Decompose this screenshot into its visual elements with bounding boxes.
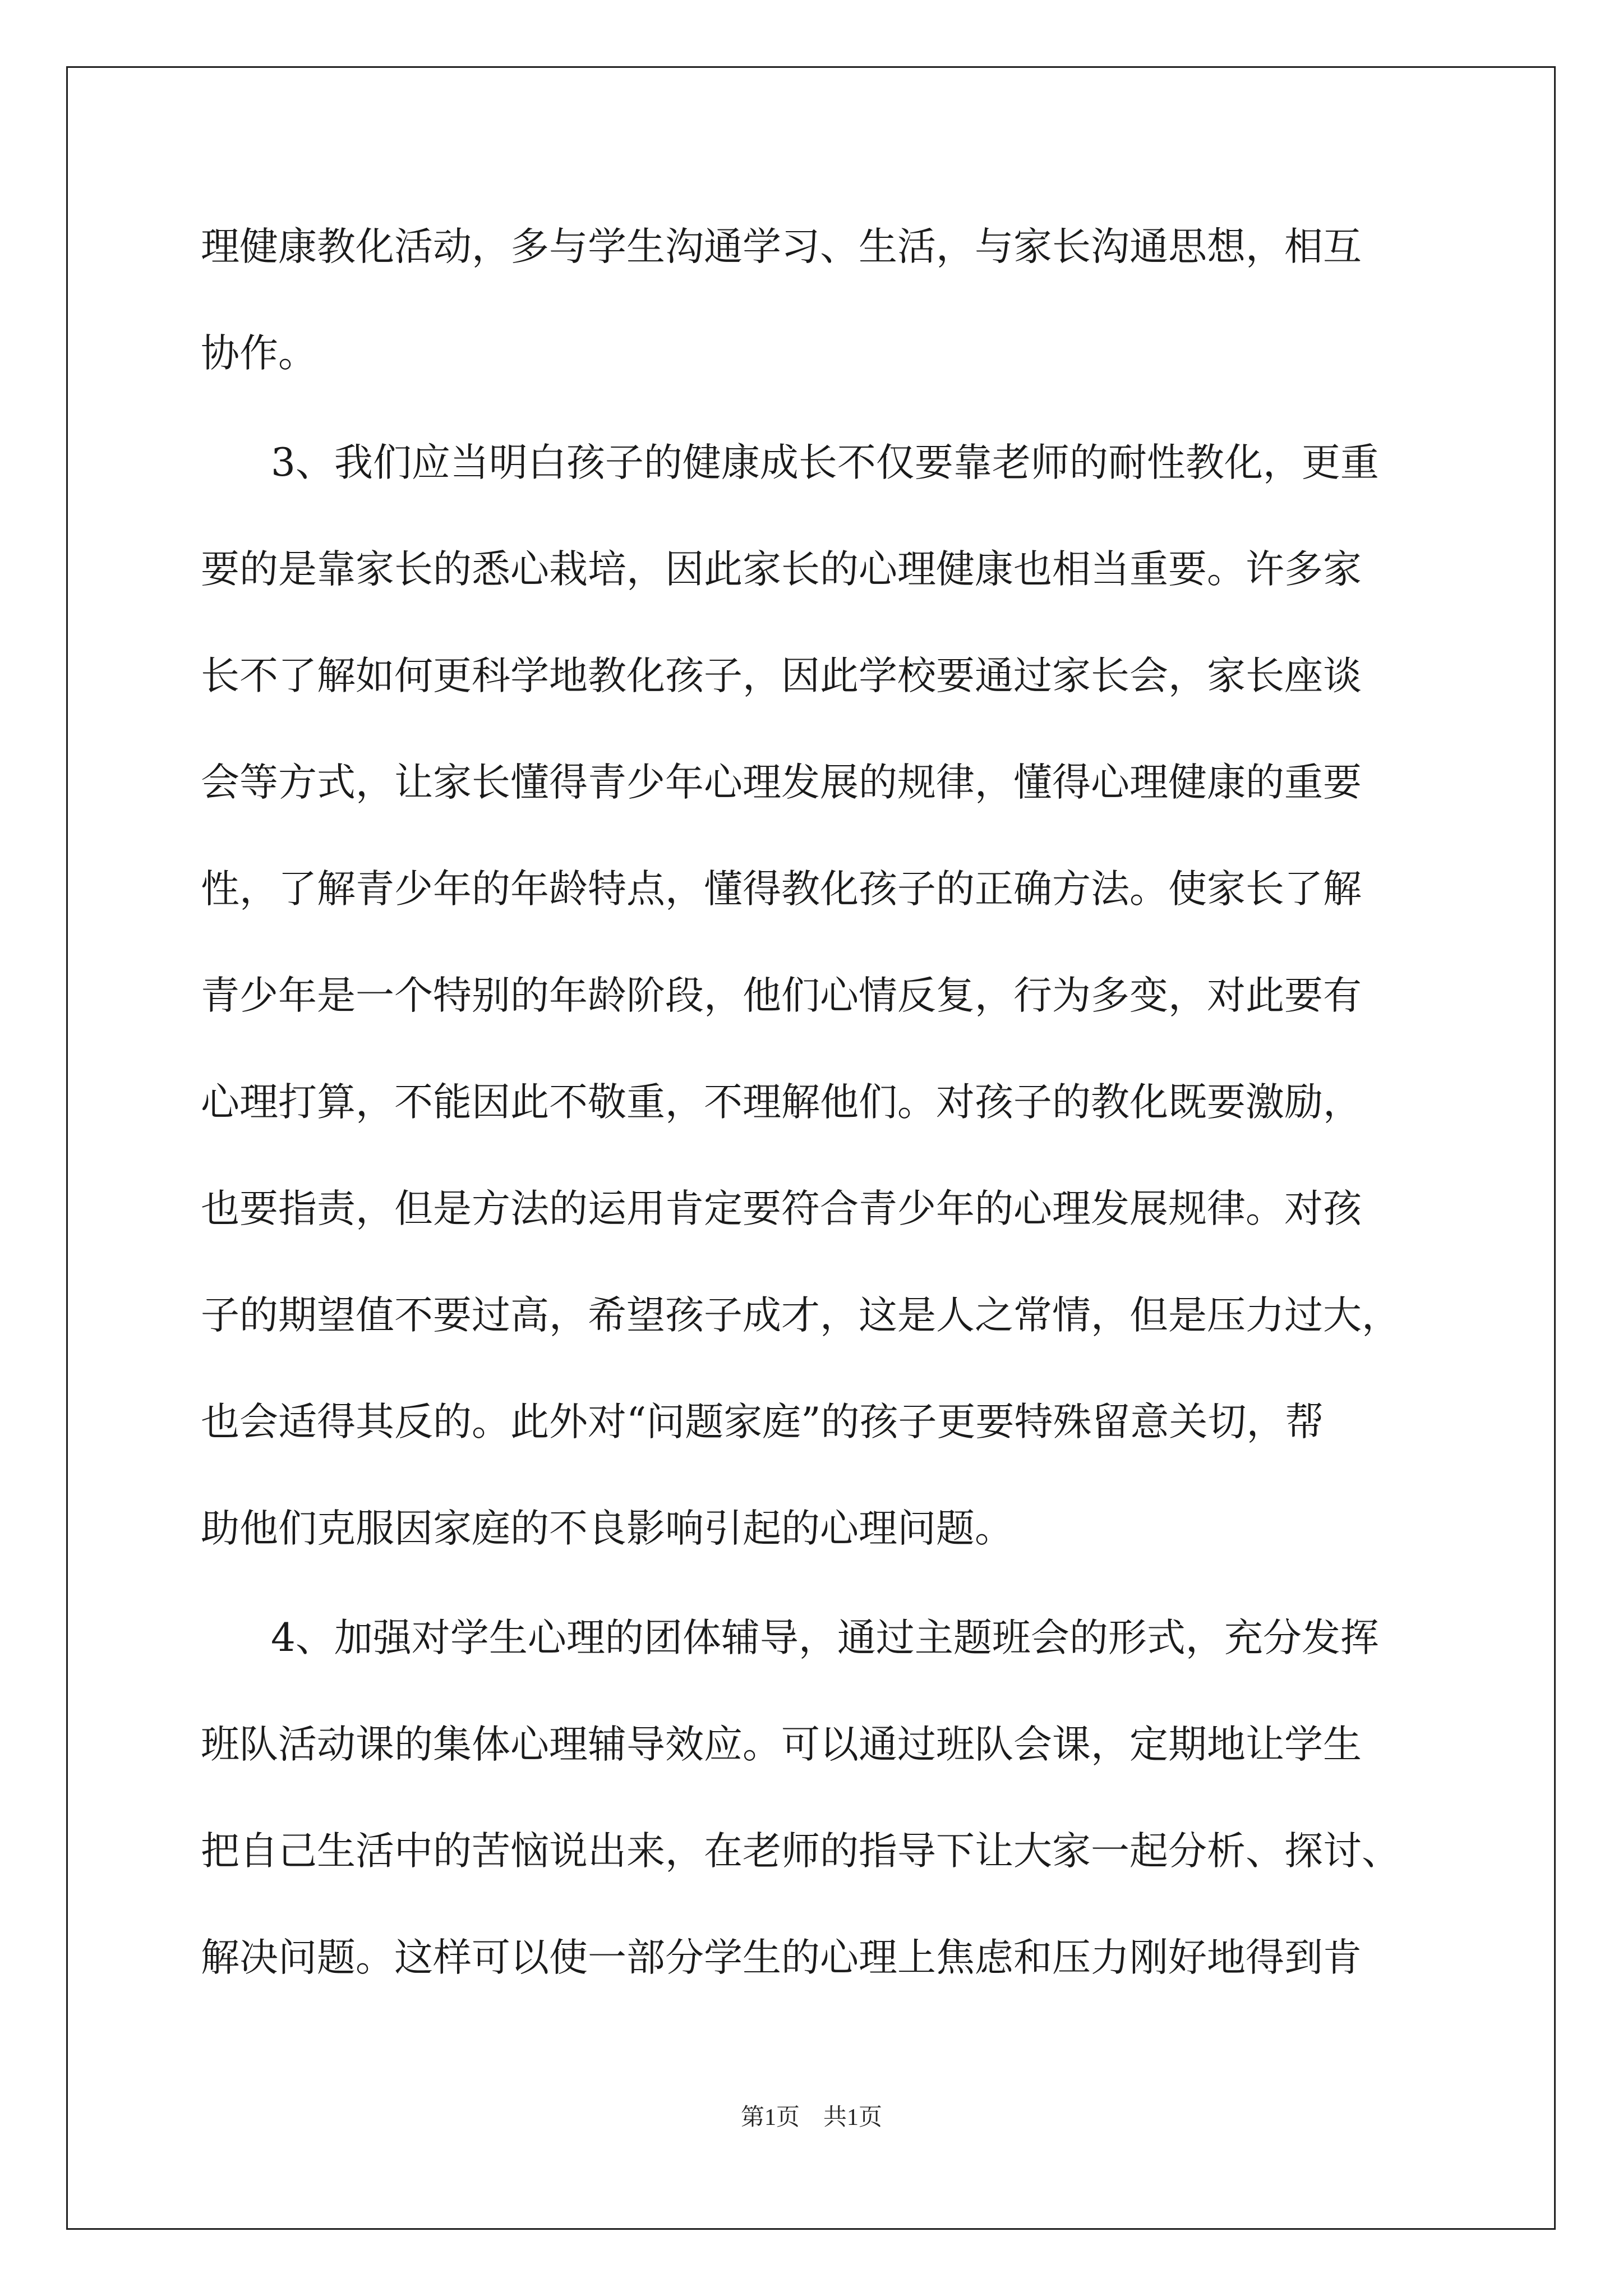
text-line: 协作。 [201,331,317,376]
text-line: 青少年是一个特别的年龄阶段，他们心情反复，行为多变，对此要有 [201,973,1362,1018]
text-line: 解决问题。这样可以使一部分学生的心理上焦虑和压力刚好地得到肯 [201,1935,1362,1980]
paragraph-start-line: 4、加强对学生心理的团体辅导，通过主题班会的形式，充分发挥 [271,1616,1379,1660]
text-line: 助他们克服因家庭的不良影响引起的心理问题。 [201,1506,1013,1551]
text-line: 把自己生活中的苦恼说出来，在老师的指导下让大家一起分析、探讨、 [201,1829,1400,1874]
text-line: 性，了解青少年的年龄特点，懂得教化孩子的正确方法。使家长了解 [201,867,1362,912]
text-line: 长不了解如何更科学地教化孩子，因此学校要通过家长会，家长座谈 [201,654,1362,698]
text-line: 班队活动课的集体心理辅导效应。可以通过班队会课，定期地让学生 [201,1722,1362,1767]
paragraph-start-line: 3、我们应当明白孩子的健康成长不仅要靠老师的耐性教化，更重 [271,440,1379,485]
page-border [66,66,1556,2230]
text-line: 要的是靠家长的悉心栽培，因此家长的心理健康也相当重要。许多家 [201,547,1362,592]
text-line: 理健康教化活动，多与学生沟通学习、生活，与家长沟通思想，相互 [201,224,1362,269]
text-line: 子的期望值不要过高，希望孩子成才，这是人之常情，但是压力过大， [201,1293,1400,1338]
text-line: 也会适得其反的。此外对“问题家庭”的孩子更要特殊留意关切，帮 [201,1400,1324,1444]
page-footer: 第1页 共1页 [740,2105,882,2131]
text-line: 会等方式，让家长懂得青少年心理发展的规律，懂得心理健康的重要 [201,760,1362,805]
text-line: 心理打算，不能因此不敬重，不理解他们。对孩子的教化既要激励， [201,1080,1362,1125]
text-line: 也要指责，但是方法的运用肯定要符合青少年的心理发展规律。对孩 [201,1186,1362,1231]
